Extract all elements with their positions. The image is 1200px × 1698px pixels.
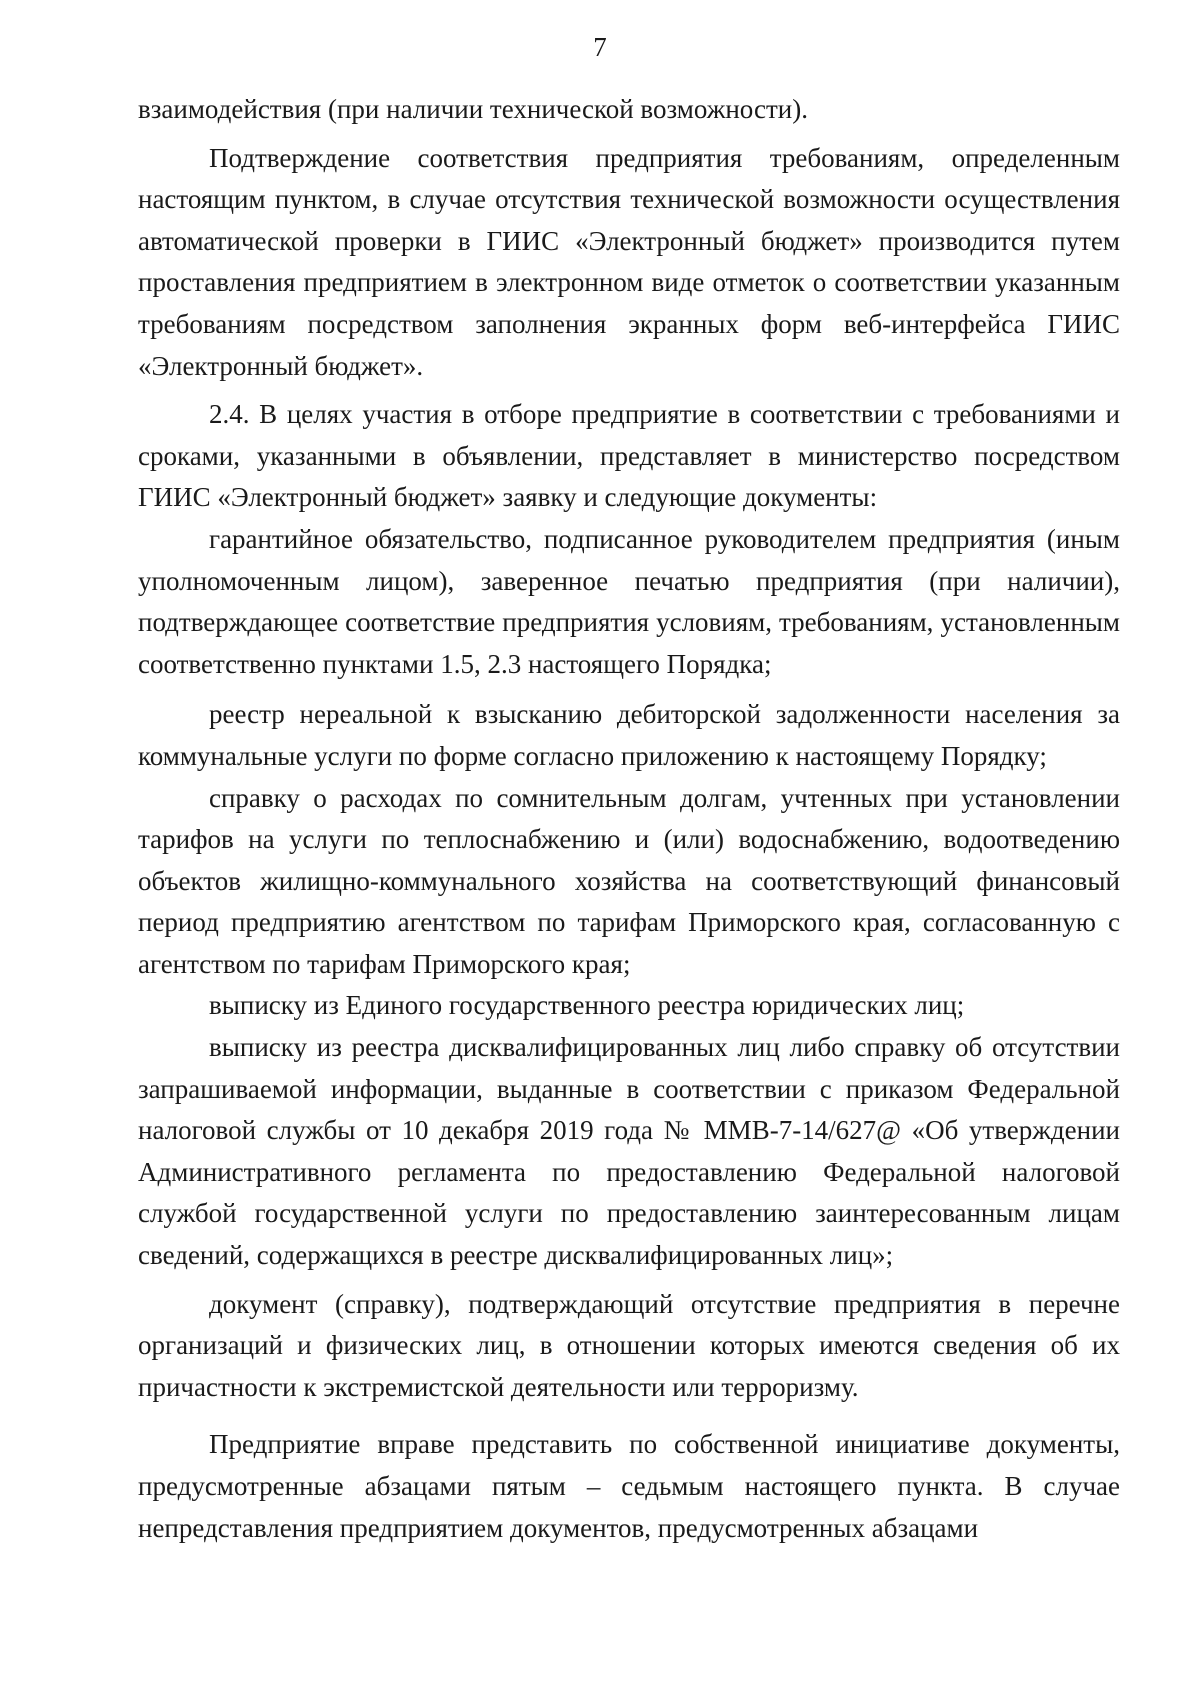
paragraph-own-initiative: Предприятие вправе представить по собственной инициативе документы, предусмотренные абзацами пятым – седьмым настоящего пункта. В случае непредставления предприятием документов, предусмотренных абзацами [138, 1429, 1120, 1543]
document-body [138, 89, 1120, 1549]
paragraph-extremism-certificate: документ (справку), подтверждающий отсутствие предприятия в перечне организаций и физических лиц, в отношении которых имеются сведения об их причастности к экстремистской деятельности или терроризму. [138, 1288, 1120, 1402]
page-number: 7 [593, 32, 607, 62]
paragraph-debt-registry: реестр нереальной к взысканию дебиторской задолженности населения за коммунальные услуги по форме согласно приложению к настоящему Порядку; [138, 699, 1120, 771]
paragraph-disqualified-registry-extract: выписку из реестра дисквалифицированных лиц либо справку об отсутствии запрашиваемой информации, выданные в соответствии с приказом Федеральной налоговой службы от 10 декабря 2019 года № ММВ-7-14/627@ «Об утверждении Административного регламента по предоставлению Федеральной налоговой службой государственной услуги по предоставлению заинтересованным лицам сведений, содержащихся в реестре дисквалифицированных лиц»; [138, 1032, 1120, 1271]
paragraph-doubtful-debts-certificate: справку о расходах по сомнительным долгам, учтенных при установлении тарифов на услуги по теплоснабжению и (или) водоснабжению, водоотведению объектов жилищно-коммунального хозяйства на соответствующий финансовый период предприятию агентством по тарифам Приморского края, согласованную с агентством по тарифам Приморского края; [138, 782, 1120, 979]
paragraph-egrul-extract: выписку из Единого государственного реестра юридических лиц; [209, 990, 965, 1021]
paragraph-guarantee-obligation: гарантийное обязательство, подписанное руководителем предприятия (иным уполномоченным лицом), заверенное печатью предприятия (при наличии), подтверждающее соответствие предприятия условиям, требованиям, установленным соответственно пунктами 1.5, 2.3 настоящего Порядка; [138, 523, 1120, 679]
paragraph-section-2-4: 2.4. В целях участия в отборе предприятие в соответствии с требованиями и сроками, указанными в объявлении, представляет в министерство посредством ГИИС «Электронный бюджет» заявку и следующие документы: [138, 399, 1120, 513]
paragraph-continuation: взаимодействия (при наличии технической возможности). [138, 94, 808, 124]
paragraph-confirmation: Подтверждение соответствия предприятия требованиям, определенным настоящим пунктом, в случае отсутствия технической возможности осуществления автоматической проверки в ГИИС «Электронный бюджет» производится путем проставления предприятием в электронном виде отметок о соответствии указанным требованиям посредством заполнения экранных форм веб-интерфейса ГИИС «Электронный бюджет». [138, 142, 1120, 381]
